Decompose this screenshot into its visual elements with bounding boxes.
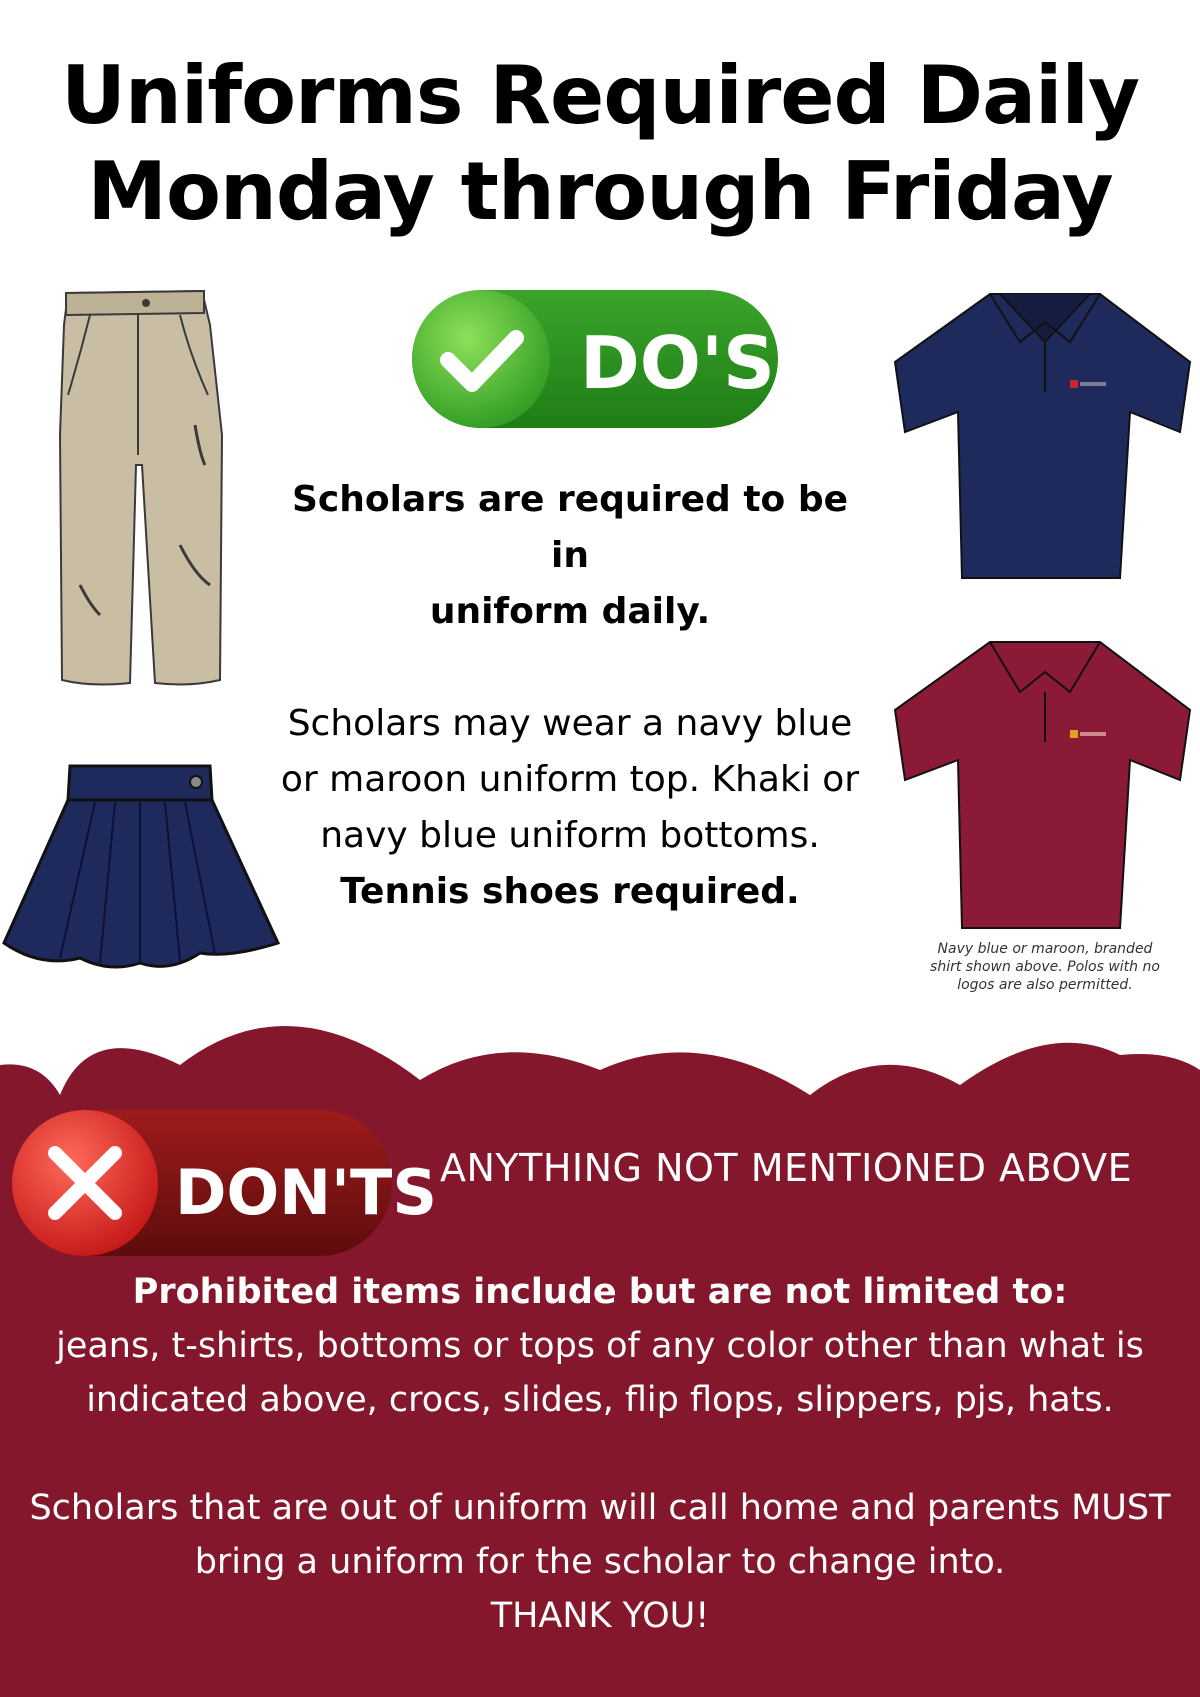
dos-detail-1: Scholars may wear a navy blue (287, 703, 853, 744)
uniform-note-2: bring a uniform for the scholar to change into. (194, 1542, 1006, 1582)
dos-detail-4: Tennis shoes required. (340, 871, 800, 912)
donts-headline: ANYTHING NOT MENTIONED ABOVE (440, 1146, 1133, 1190)
dos-badge (410, 288, 780, 430)
dos-detail-3: navy blue uniform bottoms. (320, 815, 820, 856)
donts-badge (10, 1108, 437, 1258)
dos-line-2: uniform daily. (429, 591, 711, 632)
dos-label: DO'S (580, 321, 775, 405)
thank-you: THANK YOU! (490, 1596, 710, 1636)
dos-description (270, 472, 870, 920)
title-line-1: Uniforms Required Daily (60, 49, 1140, 142)
caption-line-2: shirt shown above. Polos with no (930, 959, 1160, 975)
prohibited-items-1: jeans, t-shirts, bottoms or tops of any color other than what is (56, 1326, 1144, 1366)
title-line-2: Monday through Friday (87, 145, 1113, 238)
uniform-note-1: Scholars that are out of uniform will call home and parents MUST (29, 1488, 1171, 1528)
shirt-caption (920, 940, 1170, 994)
caption-line-1: Navy blue or maroon, branded (937, 941, 1153, 957)
prohibited-section (0, 1265, 1200, 1643)
prohibited-heading: Prohibited items include but are not limited to: (132, 1272, 1068, 1312)
prohibited-items-2: indicated above, crocs, slides, flip flops, slippers, pjs, hats. (86, 1380, 1114, 1420)
khaki-pants-image (50, 285, 230, 690)
dos-detail-2: or maroon uniform top. Khaki or (280, 759, 860, 800)
page-title (0, 48, 1200, 240)
maroon-polo-image (890, 632, 1200, 932)
caption-line-3: logos are also permitted. (957, 977, 1133, 993)
dos-line-1: Scholars are required to be in (291, 479, 848, 576)
navy-skirt-image (0, 758, 282, 978)
navy-polo-image (890, 282, 1200, 582)
donts-label: DON'TS (175, 1156, 437, 1229)
